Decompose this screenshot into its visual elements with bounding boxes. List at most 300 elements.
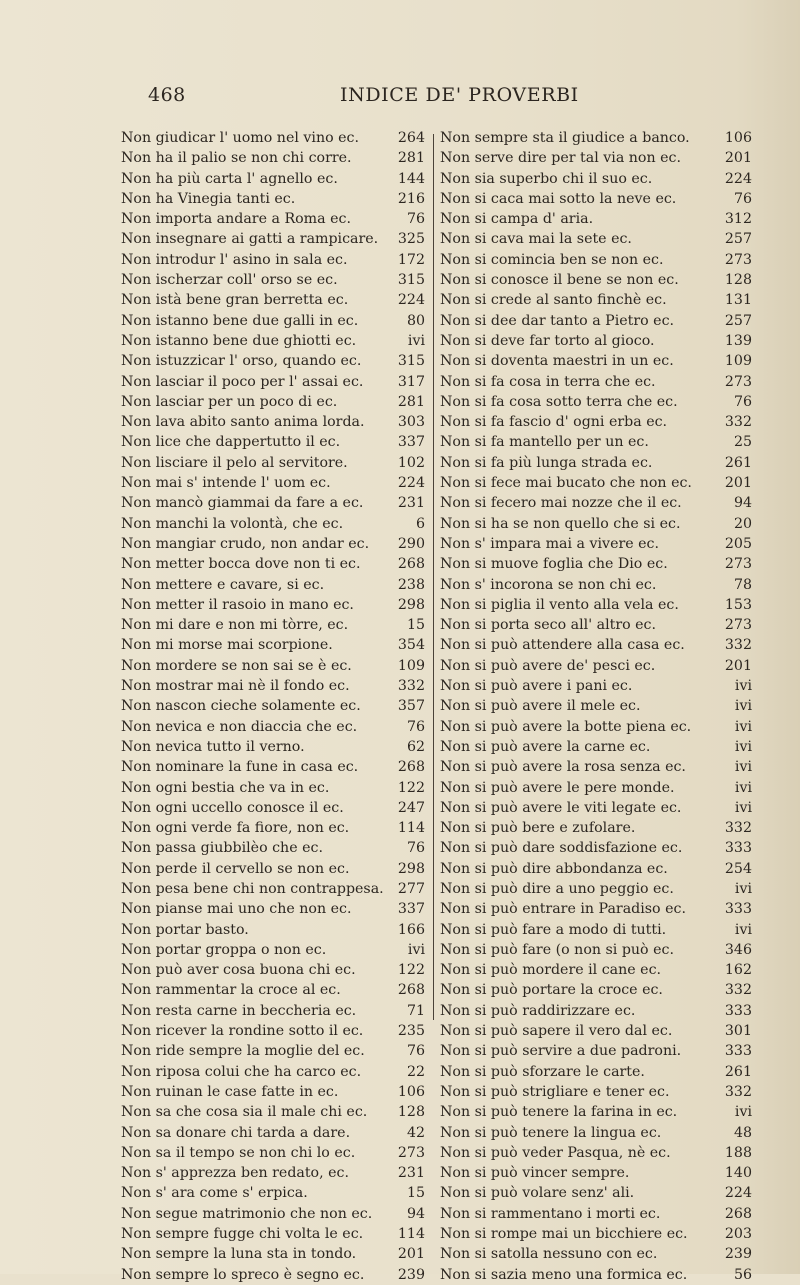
index-entry	[121, 432, 425, 452]
proverb-text: Non si può entrare in Paradiso ec.	[440, 901, 686, 918]
proverb-text: Non istanno bene due ghiotti ec.	[121, 332, 357, 349]
proverb-text: Non può aver cosa buona chi ec.	[121, 962, 356, 979]
index-entry	[440, 595, 752, 615]
proverb-text: Non si muove foglia che Dio ec.	[440, 556, 668, 573]
page-reference: 257	[724, 312, 752, 329]
page-reference: ivi	[407, 941, 425, 958]
proverb-text: Non si può sapere il vero dal ec.	[440, 1023, 673, 1040]
running-title: INDICE DE' PROVERBI	[340, 84, 579, 106]
page-reference: 332	[724, 637, 752, 654]
proverb-text: Non manchi la volontà, che ec.	[121, 515, 344, 532]
index-entry	[440, 1123, 752, 1143]
proverb-text: Non si rompe mai un bicchiere ec.	[440, 1226, 688, 1243]
index-entry	[121, 128, 425, 148]
page-reference: 76	[406, 1043, 425, 1060]
proverb-text: Non ruinan le case fatte in ec.	[121, 1083, 339, 1100]
page-reference: 56	[733, 1266, 752, 1283]
page-reference: 94	[406, 1205, 425, 1222]
index-entry	[440, 879, 752, 899]
page-reference: 80	[406, 312, 425, 329]
proverb-text: Non pesa bene chi non contrappesa.	[121, 880, 384, 897]
proverb-text: Non si può servire a due padroni.	[440, 1043, 682, 1060]
index-entry	[121, 980, 425, 1000]
index-entry	[121, 1265, 425, 1285]
index-entry	[440, 1163, 752, 1183]
proverb-text: Non si piglia il vento alla vela ec.	[440, 596, 679, 613]
page-reference: 20	[733, 515, 752, 532]
proverb-text: Non si conosce il bene se non ec.	[440, 272, 679, 289]
proverb-text: Non giudicar l' uomo nel vino ec.	[121, 130, 359, 146]
index-entry	[440, 209, 752, 229]
index-entry	[440, 696, 752, 716]
proverb-text: Non lice che dappertutto il ec.	[121, 434, 341, 451]
proverb-text: Non rammentar la croce al ec.	[121, 982, 341, 999]
left-index-column	[121, 128, 425, 1285]
page-reference: 354	[397, 637, 425, 654]
index-entry	[440, 270, 752, 290]
page-reference: 332	[724, 414, 752, 431]
page-reference: 201	[724, 150, 752, 167]
index-entry	[121, 1224, 425, 1244]
proverb-text: Non s' ara come s' erpica.	[121, 1185, 308, 1202]
proverb-text: Non si può fare (o non si può ec.	[440, 941, 674, 958]
index-entry	[121, 1244, 425, 1264]
page-reference: 357	[397, 698, 425, 715]
proverb-text: Non portar groppa o non ec.	[121, 941, 327, 958]
index-entry	[440, 493, 752, 513]
page-reference: 106	[724, 130, 752, 146]
index-entry	[440, 960, 752, 980]
index-entry	[121, 920, 425, 940]
index-entry	[440, 412, 752, 432]
page-reference: 315	[397, 272, 425, 289]
proverb-text: Non si può raddirizzare ec.	[440, 1002, 636, 1019]
index-entry	[121, 331, 425, 351]
page-reference: 140	[724, 1165, 752, 1182]
page-reference: 114	[397, 820, 425, 837]
index-entry	[440, 778, 752, 798]
page-reference: 337	[397, 434, 425, 451]
page-reference: 201	[724, 475, 752, 492]
page-reference: 203	[724, 1226, 752, 1243]
page-reference: 298	[397, 860, 425, 877]
page-reference: 109	[724, 353, 752, 370]
page-reference: 224	[724, 1185, 752, 1202]
index-entry	[121, 1082, 425, 1102]
index-entry	[440, 1001, 752, 1021]
proverb-text: Non mi morse mai scorpione.	[121, 637, 333, 654]
page-reference: 312	[724, 211, 752, 228]
index-entry	[440, 818, 752, 838]
index-entry	[121, 859, 425, 879]
index-entry	[121, 940, 425, 960]
index-entry	[440, 920, 752, 940]
index-entry	[121, 717, 425, 737]
index-entry	[440, 473, 752, 493]
index-entry	[440, 1183, 752, 1203]
index-entry	[440, 1224, 752, 1244]
index-entry	[440, 250, 752, 270]
page-reference: 144	[397, 170, 425, 187]
proverb-text: Non si deve far torto al gioco.	[440, 332, 655, 349]
proverb-text: Non ride sempre la moglie del ec.	[121, 1043, 365, 1060]
page-reference: ivi	[734, 718, 752, 735]
proverb-text: Non si può avere il mele ec.	[440, 698, 641, 715]
page-reference: 325	[397, 231, 425, 248]
page-reference: 201	[724, 657, 752, 674]
page-reference: 273	[724, 373, 752, 390]
index-entry	[440, 1244, 752, 1264]
index-entry	[121, 818, 425, 838]
index-entry	[121, 656, 425, 676]
proverb-text: Non nevica e non diaccia che ec.	[121, 718, 358, 735]
proverb-text: Non resta carne in beccheria ec.	[121, 1002, 357, 1019]
index-entry	[440, 859, 752, 879]
proverb-text: Non istuzzicar l' orso, quando ec.	[121, 353, 362, 370]
page-reference: 268	[724, 1205, 752, 1222]
index-entry	[121, 372, 425, 392]
index-entry	[440, 1102, 752, 1122]
proverb-text: Non mi dare e non mi tòrre, ec.	[121, 617, 349, 634]
proverb-text: Non si rammentano i morti ec.	[440, 1205, 661, 1222]
index-entry	[121, 899, 425, 919]
page-reference: 257	[724, 231, 752, 248]
page-reference: ivi	[734, 779, 752, 796]
index-entry	[440, 757, 752, 777]
page-reference: 268	[397, 556, 425, 573]
proverb-text: Non lisciare il pelo al servitore.	[121, 454, 348, 471]
page-reference: 6	[415, 515, 425, 532]
index-entry	[440, 169, 752, 189]
page-reference: 231	[397, 495, 425, 512]
index-entry	[121, 229, 425, 249]
index-entry	[121, 514, 425, 534]
index-entry	[121, 473, 425, 493]
page-reference: 166	[397, 921, 425, 938]
index-entry	[121, 879, 425, 899]
proverb-text: Non riposa colui che ha carco ec.	[121, 1063, 362, 1080]
proverb-text: Non mancò giammai da fare a ec.	[121, 495, 364, 512]
index-entry	[121, 778, 425, 798]
page-reference: 298	[397, 596, 425, 613]
proverb-text: Non si può tenere la farina in ec.	[440, 1104, 678, 1121]
proverb-text: Non metter bocca dove non ti ec.	[121, 556, 361, 573]
proverb-text: Non si può dire a uno peggio ec.	[440, 880, 674, 897]
proverb-text: Non portar basto.	[121, 921, 249, 938]
proverb-text: Non si fa mantello per un ec.	[440, 434, 649, 451]
proverb-text: Non si fa cosa sotto terra che ec.	[440, 393, 678, 410]
proverb-text: Non si fa più lunga strada ec.	[440, 454, 653, 471]
page-reference: 205	[724, 535, 752, 552]
proverb-text: Non si fa cosa in terra che ec.	[440, 373, 656, 390]
index-entry	[121, 250, 425, 270]
index-entry	[121, 757, 425, 777]
page-reference: 139	[724, 332, 752, 349]
index-entry	[440, 1041, 752, 1061]
index-entry	[440, 940, 752, 960]
index-entry	[440, 372, 752, 392]
index-entry	[121, 1204, 425, 1224]
proverb-text: Non nominare la fune in casa ec.	[121, 759, 359, 776]
page-reference: 261	[724, 454, 752, 471]
page-reference: 224	[397, 292, 425, 309]
proverb-text: Non s' incorona se non chi ec.	[440, 576, 657, 593]
page-reference: ivi	[734, 698, 752, 715]
page-reference: 346	[724, 941, 752, 958]
proverb-text: Non ricever la rondine sotto il ec.	[121, 1023, 364, 1040]
proverb-text: Non lasciar il poco per l' assai ec.	[121, 373, 364, 390]
proverb-text: Non si può avere la botte piena ec.	[440, 718, 692, 735]
page-reference: 76	[406, 718, 425, 735]
page-reference: 188	[724, 1144, 752, 1161]
page-reference: 268	[397, 982, 425, 999]
page-reference: 42	[406, 1124, 425, 1141]
proverb-text: Non pianse mai uno che non ec.	[121, 901, 352, 918]
proverb-text: Non si può volare senz' ali.	[440, 1185, 635, 1202]
page-reference: 332	[397, 678, 425, 695]
index-entry	[121, 290, 425, 310]
index-entry	[440, 798, 752, 818]
proverb-text: Non ogni bestia che va in ec.	[121, 779, 330, 796]
page-reference: 337	[397, 901, 425, 918]
proverb-text: Non si può avere le pere monde.	[440, 779, 675, 796]
index-entry	[121, 1001, 425, 1021]
proverb-text: Non istà bene gran berretta ec.	[121, 292, 349, 309]
index-entry	[121, 676, 425, 696]
index-entry	[121, 169, 425, 189]
page-reference: 76	[733, 190, 752, 207]
index-entry	[121, 311, 425, 331]
proverb-text: Non si può avere la rosa senza ec.	[440, 759, 686, 776]
index-entry	[121, 209, 425, 229]
index-entry	[440, 1021, 752, 1041]
proverb-text: Non si ha se non quello che si ec.	[440, 515, 681, 532]
index-entry	[440, 1265, 752, 1285]
proverb-text: Non importa andare a Roma ec.	[121, 211, 351, 228]
index-entry	[121, 1123, 425, 1143]
page-reference: 303	[397, 414, 425, 431]
proverb-text: Non si caca mai sotto la neve ec.	[440, 190, 677, 207]
page-reference: 109	[397, 657, 425, 674]
index-entry	[440, 717, 752, 737]
index-entry	[121, 351, 425, 371]
proverb-text: Non mangiar crudo, non andar ec.	[121, 535, 370, 552]
page-reference: 71	[406, 1002, 425, 1019]
proverb-text: Non lava abito santo anima lorda.	[121, 414, 365, 431]
index-entry	[440, 1082, 752, 1102]
index-entry	[440, 128, 752, 148]
page-reference: ivi	[734, 759, 752, 776]
proverb-text: Non s' impara mai a vivere ec.	[440, 535, 660, 552]
page-reference: ivi	[734, 799, 752, 816]
proverb-text: Non si può mordere il cane ec.	[440, 962, 662, 979]
proverb-text: Non ischerzar coll' orso se ec.	[121, 272, 338, 289]
proverb-text: Non si comincia ben se non ec.	[440, 251, 664, 268]
proverb-text: Non ogni uccello conosce il ec.	[121, 799, 344, 816]
index-entry	[121, 615, 425, 635]
right-index-column	[440, 128, 752, 1285]
page-reference: 231	[397, 1165, 425, 1182]
page-reference: 333	[724, 840, 752, 857]
proverb-text: Non sa che cosa sia il male chi ec.	[121, 1104, 368, 1121]
proverb-text: Non ha Vinegia tanti ec.	[121, 190, 296, 207]
proverb-text: Non istanno bene due galli in ec.	[121, 312, 359, 329]
page-reference: 264	[397, 130, 425, 146]
proverb-text: Non mai s' intende l' uom ec.	[121, 475, 331, 492]
page-reference: 224	[724, 170, 752, 187]
index-entry	[440, 392, 752, 412]
page-reference: 76	[406, 211, 425, 228]
index-entry	[121, 493, 425, 513]
page-reference: 239	[724, 1246, 752, 1263]
proverb-text: Non sempre sta il giudice a banco.	[440, 130, 690, 146]
page-reference: 333	[724, 1002, 752, 1019]
index-entry	[440, 290, 752, 310]
page-reference: 106	[397, 1083, 425, 1100]
index-entry	[121, 1143, 425, 1163]
page-reference: 333	[724, 901, 752, 918]
page-reference: 268	[397, 759, 425, 776]
proverb-text: Non si satolla nessuno con ec.	[440, 1246, 658, 1263]
page-reference: 281	[397, 150, 425, 167]
page-reference: 301	[724, 1023, 752, 1040]
proverb-text: Non si può avere le viti legate ec.	[440, 799, 682, 816]
proverb-text: Non insegnare ai gatti a rampicare.	[121, 231, 379, 248]
page-reference: 333	[724, 1043, 752, 1060]
page-reference: 128	[397, 1104, 425, 1121]
page-reference: 131	[724, 292, 752, 309]
proverb-text: Non perde il cervello se non ec.	[121, 860, 350, 877]
proverb-text: Non nascon cieche solamente ec.	[121, 698, 361, 715]
index-entry	[440, 635, 752, 655]
page-reference: 273	[724, 251, 752, 268]
proverb-text: Non si può dare soddisfazione ec.	[440, 840, 683, 857]
proverb-text: Non si può avere de' pesci ec.	[440, 657, 656, 674]
index-entry	[121, 270, 425, 290]
index-entry	[121, 1062, 425, 1082]
index-entry	[121, 189, 425, 209]
index-entry	[440, 737, 752, 757]
index-entry	[121, 575, 425, 595]
index-entry	[440, 189, 752, 209]
proverb-text: Non si può portare la croce ec.	[440, 982, 663, 999]
index-entry	[440, 351, 752, 371]
page-reference: 281	[397, 393, 425, 410]
page-reference: 332	[724, 982, 752, 999]
page-reference: 15	[406, 1185, 425, 1202]
proverb-text: Non lasciar per un poco di ec.	[121, 393, 338, 410]
proverb-text: Non si doventa maestri in un ec.	[440, 353, 674, 370]
index-entry	[440, 148, 752, 168]
proverb-text: Non si fa fascio d' ogni erba ec.	[440, 414, 668, 431]
proverb-text: Non ha più carta l' agnello ec.	[121, 170, 338, 187]
page-reference: 94	[733, 495, 752, 512]
page-reference: ivi	[734, 1104, 752, 1121]
proverb-text: Non sempre fugge chi volta le ec.	[121, 1226, 364, 1243]
page-reference: 78	[733, 576, 752, 593]
index-entry	[121, 453, 425, 473]
proverb-text: Non si può attendere alla casa ec.	[440, 637, 685, 654]
page-reference: 216	[397, 190, 425, 207]
page-reference: ivi	[407, 332, 425, 349]
proverb-text: Non sa donare chi tarda a dare.	[121, 1124, 351, 1141]
page-reference: 247	[397, 799, 425, 816]
page-reference: 332	[724, 1083, 752, 1100]
proverb-text: Non sa il tempo se non chi lo ec.	[121, 1144, 356, 1161]
index-entry	[121, 1021, 425, 1041]
proverb-text: Non si sazia meno una formica ec.	[440, 1266, 688, 1283]
index-entry	[440, 1204, 752, 1224]
proverb-text: Non sempre la luna sta in tondo.	[121, 1246, 357, 1263]
page-reference: 76	[733, 393, 752, 410]
proverb-text: Non si fece mai bucato che non ec.	[440, 475, 692, 492]
proverb-text: Non si può avere i pani ec.	[440, 678, 633, 695]
index-entry	[121, 1041, 425, 1061]
index-entry	[121, 554, 425, 574]
page-reference: 62	[406, 738, 425, 755]
page-reference: 224	[397, 475, 425, 492]
index-entry	[440, 676, 752, 696]
page-reference: 22	[406, 1063, 425, 1080]
proverb-text: Non si può veder Pasqua, nè ec.	[440, 1144, 671, 1161]
page-reference: 201	[397, 1246, 425, 1263]
proverb-text: Non si può sforzare le carte.	[440, 1063, 645, 1080]
proverb-text: Non metter il rasoio in mano ec.	[121, 596, 354, 613]
index-entry	[121, 1163, 425, 1183]
index-entry	[440, 575, 752, 595]
page-reference: 172	[397, 251, 425, 268]
proverb-text: Non si cava mai la sete ec.	[440, 231, 632, 248]
index-entry	[440, 1062, 752, 1082]
index-entry	[440, 453, 752, 473]
proverb-text: Non si dee dar tanto a Pietro ec.	[440, 312, 675, 329]
proverb-text: Non sempre lo spreco è segno ec.	[121, 1266, 365, 1283]
proverb-text: Non ogni verde fa fiore, non ec.	[121, 820, 350, 837]
page-reference: ivi	[734, 880, 752, 897]
proverb-text: Non sia superbo chi il suo ec.	[440, 170, 653, 187]
proverb-text: Non si può fare a modo di tutti.	[440, 921, 667, 938]
index-entry	[440, 331, 752, 351]
column-divider	[433, 134, 434, 1020]
proverb-text: Non serve dire per tal via non ec.	[440, 150, 681, 167]
index-entry	[440, 534, 752, 554]
proverb-text: Non si campa d' aria.	[440, 211, 594, 228]
page-reference: 238	[397, 576, 425, 593]
index-entry	[440, 311, 752, 331]
page-reference: 254	[724, 860, 752, 877]
page-reference: 273	[724, 556, 752, 573]
index-entry	[121, 737, 425, 757]
index-entry	[440, 554, 752, 574]
page-reference: ivi	[734, 678, 752, 695]
page-reference: 114	[397, 1226, 425, 1243]
page-reference: 273	[397, 1144, 425, 1161]
index-entry	[121, 960, 425, 980]
proverb-text: Non introdur l' asino in sala ec.	[121, 251, 348, 268]
page-reference: 273	[724, 617, 752, 634]
proverb-text: Non si può vincer sempre.	[440, 1165, 630, 1182]
index-entry	[440, 615, 752, 635]
proverb-text: Non si porta seco all' altro ec.	[440, 617, 657, 634]
page-reference: 332	[724, 820, 752, 837]
page-reference: 277	[397, 880, 425, 897]
index-entry	[440, 514, 752, 534]
proverb-text: Non mordere se non sai se è ec.	[121, 657, 352, 674]
page-reference: 239	[397, 1266, 425, 1283]
index-entry	[440, 899, 752, 919]
index-entry	[121, 148, 425, 168]
index-entry	[121, 595, 425, 615]
